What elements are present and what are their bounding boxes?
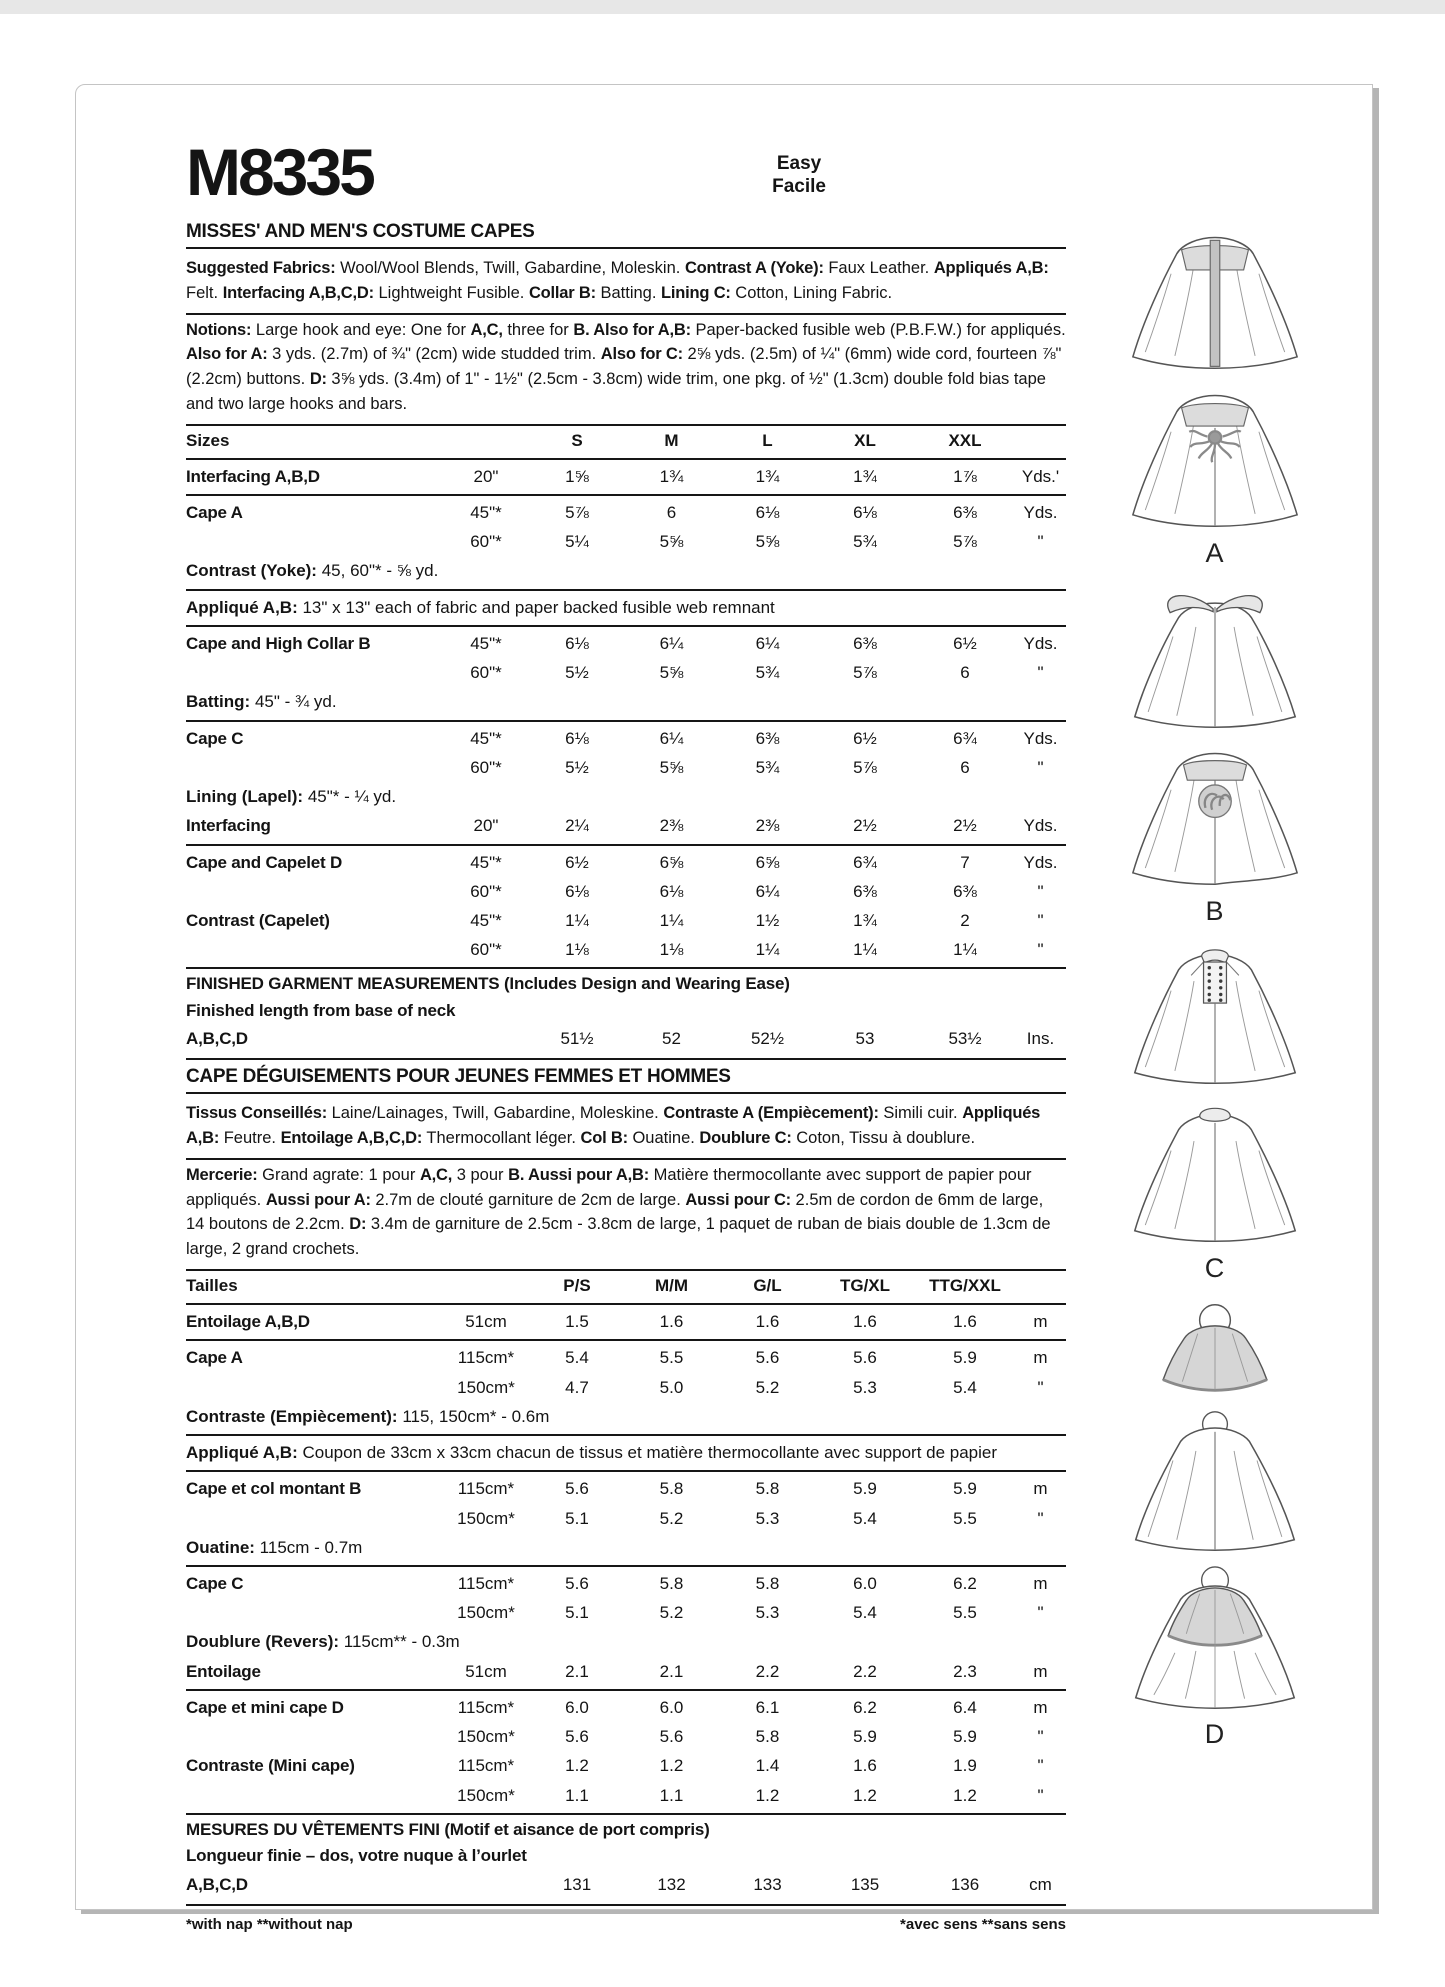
fabric-width: 115cm* [457, 1348, 515, 1368]
yardage-value: 5.9 [853, 1479, 877, 1499]
table-row [186, 935, 1066, 964]
row-label: Cape C [186, 1574, 244, 1594]
table-header-row [186, 426, 1066, 455]
yardage-value: 6⅜ [755, 728, 780, 748]
table-row [186, 1722, 1066, 1751]
pattern-number: M8335 [186, 135, 373, 209]
row-label: Cape and Capelet D [186, 852, 343, 872]
yardage-value: 1.1 [565, 1785, 589, 1805]
table-section-heading: MESURES DU VÊTEMENTS FINI (Motif et aisance de port compris) [186, 1813, 1066, 1843]
row-label: Cape et mini cape D [186, 1697, 344, 1717]
table-row [186, 1504, 1066, 1533]
unit: m [1033, 1574, 1048, 1594]
yardage-value: 5.4 [565, 1348, 589, 1368]
yardage-value: 2.3 [953, 1661, 977, 1681]
yardage-value: 2¼ [565, 816, 589, 836]
unit: " [1037, 911, 1044, 931]
yardage-value: 6.2 [853, 1697, 877, 1717]
cape-b-high-collar-illustration [1104, 584, 1326, 732]
table-note: Batting: 45" - ¾ yd. [186, 692, 337, 712]
yardage-value: 6⅜ [853, 881, 877, 901]
unit: " [1037, 663, 1044, 683]
unit: Yds. [1023, 633, 1058, 653]
yardage-value: 5.5 [953, 1508, 977, 1528]
fabric-width: 150cm* [457, 1508, 515, 1528]
yardage-value: 6.0 [565, 1697, 589, 1717]
fabric-width: 115cm* [457, 1479, 515, 1499]
row-label: Entoilage [186, 1661, 261, 1681]
yardage-value: 1.2 [565, 1756, 589, 1776]
table-header-row [186, 1271, 1066, 1300]
yardage-value: 5.6 [565, 1574, 589, 1594]
yardage-value: 133 [753, 1874, 782, 1894]
yardage-value: 5.9 [953, 1348, 977, 1368]
table-row [186, 906, 1066, 935]
view-label-a: A [1205, 538, 1225, 568]
cape-b-back-dragon-illustration [1104, 742, 1326, 890]
button-placket [1204, 962, 1227, 1003]
fabric-width: 150cm* [457, 1727, 515, 1747]
unit: Yds.' [1021, 466, 1060, 486]
tissus-paragraph: Tissus Conseillés: Laine/Lainages, Twill, Gabardine, Moleskine. Contraste A (Empiècement): Simili cuir. Appliqués A,B: Feutre. Entoilage A,B,C,D: Thermocollant léger. Col B: Ouatine. Doublure C: Coton, Tissu à doublure. [186, 1098, 1066, 1160]
yardage-value: 5½ [565, 757, 589, 777]
row-label: Interfacing [186, 816, 271, 836]
table-row [186, 1781, 1066, 1810]
fabric-width: 20" [473, 466, 499, 486]
size-column-header: L [762, 430, 773, 450]
yardage-value: 6¾ [953, 728, 977, 748]
yardage-value: 1.6 [853, 1756, 877, 1776]
view-label-c: C [1204, 1253, 1226, 1284]
yardage-value: 1.1 [659, 1785, 684, 1805]
unit: " [1037, 757, 1044, 777]
table-row [186, 494, 1066, 527]
cape-a-front-illustration [1104, 226, 1326, 374]
yardage-value: 5.6 [659, 1727, 684, 1747]
yardage-value: 135 [850, 1874, 880, 1894]
row-label: Cape et col montant B [186, 1479, 362, 1499]
yardage-value: 2.2 [853, 1661, 877, 1681]
fabric-width: 45"* [470, 911, 502, 931]
unit: m [1033, 1697, 1048, 1717]
yardage-value: 1¾ [755, 466, 780, 486]
row-label: A,B,C,D [186, 1874, 248, 1894]
unit: " [1037, 881, 1044, 901]
cape-c-back-illustration [1104, 1099, 1326, 1247]
yardage-value: 4.7 [565, 1377, 589, 1397]
yardage-value: 53½ [948, 1029, 982, 1049]
yardage-value: 52½ [750, 1029, 785, 1049]
yardage-value: 1.9 [953, 1756, 977, 1776]
size-column-header: P/S [563, 1275, 591, 1295]
view-label-b: B [1205, 895, 1225, 926]
yardage-value: 6.0 [853, 1574, 877, 1594]
yardage-value: 5.4 [853, 1508, 877, 1528]
fabric-width: 45"* [470, 633, 502, 653]
yardage-value: 6¼ [755, 881, 780, 901]
fabric-width: 51cm [465, 1312, 507, 1332]
table-row [186, 625, 1066, 658]
table-note: Lining (Lapel): 45"* - ¼ yd. [186, 787, 397, 807]
fabric-width: 60"* [470, 532, 502, 552]
yardage-value: 6.2 [953, 1574, 977, 1594]
yardage-value: 1.2 [853, 1785, 877, 1805]
table-note: Contraste (Empiècement): 115, 150cm* - 0.6m [186, 1406, 550, 1426]
yardage-value: 5.3 [755, 1508, 780, 1528]
row-label: Contrast (Capelet) [186, 911, 330, 931]
fabric-width: 60"* [470, 663, 502, 683]
unit: Yds. [1023, 816, 1058, 836]
table-note: Appliqué A,B: Coupon de 33cm x 33cm chacun de tissus et matière thermocollante avec support de papier [186, 1434, 1066, 1467]
yardage-value: 51½ [560, 1029, 594, 1049]
table-row [186, 1339, 1066, 1372]
yardage-value: 5.6 [755, 1348, 780, 1368]
table-section-heading: FINISHED GARMENT MEASUREMENTS (Includes Design and Wearing Ease) [186, 967, 1066, 997]
yardage-value: 1⅝ [565, 466, 589, 486]
yardage-value: 2⅜ [755, 816, 780, 836]
yardage-value: 1½ [755, 911, 780, 931]
unit: m [1033, 1312, 1048, 1332]
row-label: Cape A [186, 1348, 243, 1368]
yardage-value: 6½ [853, 728, 877, 748]
yardage-value: 2 [960, 911, 970, 931]
row-label: Entoilage A,B,D [186, 1312, 310, 1332]
yardage-value: 5⅞ [853, 757, 877, 777]
yardage-value: 5.8 [755, 1479, 780, 1499]
yardage-value: 132 [657, 1874, 686, 1894]
yardage-value: 1⅛ [659, 940, 684, 960]
fabric-width: 60"* [470, 757, 502, 777]
yardage-value: 131 [562, 1874, 592, 1894]
yardage-value: 2⅜ [659, 816, 684, 836]
pattern-envelope-back-page [75, 84, 1373, 1933]
view-label-d: D [1204, 1719, 1226, 1750]
unit: " [1037, 1508, 1044, 1528]
unit: m [1033, 1661, 1048, 1681]
size-column-header: S [571, 430, 583, 450]
dragon-applique [1199, 785, 1231, 817]
size-column-header: M/M [654, 1275, 689, 1295]
yardage-value: 5⅞ [565, 502, 589, 522]
table-row [186, 1751, 1066, 1780]
yardage-value: 1¼ [853, 940, 877, 960]
unit: m [1033, 1348, 1048, 1368]
yardage-value: 6⅜ [953, 881, 977, 901]
unit: Ins. [1026, 1029, 1055, 1049]
table-row [186, 720, 1066, 753]
unit: " [1037, 1377, 1044, 1397]
yardage-value: 6½ [565, 852, 589, 872]
yardage-value: 53 [855, 1029, 875, 1049]
yardage-value: 1¾ [853, 466, 877, 486]
size-column-header: TG/XL [839, 1275, 891, 1295]
yardage-value: 6 [960, 757, 970, 777]
yardage-value: 2½ [853, 816, 877, 836]
fabric-width: 150cm* [457, 1603, 515, 1623]
yardage-value: 5.2 [755, 1377, 780, 1397]
yardage-value: 5.5 [953, 1603, 977, 1623]
yardage-value: 2.1 [659, 1661, 684, 1681]
yardage-value: 1⅛ [565, 940, 589, 960]
unit: cm [1029, 1874, 1052, 1894]
unit: " [1037, 1603, 1044, 1623]
unit: " [1037, 532, 1044, 552]
unit: " [1037, 1727, 1044, 1747]
english-yardage-table [186, 426, 1066, 1061]
row-label: Cape and High Collar B [186, 633, 371, 653]
yardage-value: 6 [666, 502, 677, 522]
unit: " [1037, 1785, 1044, 1805]
yardage-value: 1.4 [755, 1756, 780, 1776]
table-row [186, 1303, 1066, 1336]
yardage-value: 5.9 [953, 1479, 977, 1499]
yardage-value: 5⅞ [953, 532, 977, 552]
yardage-value: 1⅞ [953, 466, 977, 486]
row-label: Interfacing A,B,D [186, 466, 320, 486]
yardage-value: 5¾ [755, 663, 780, 683]
nap-note-english: *with nap **without nap [186, 1915, 353, 1933]
yardage-value: 6⅛ [659, 881, 684, 901]
yardage-value: 5.6 [565, 1479, 589, 1499]
yardage-value: 5.1 [565, 1603, 589, 1623]
cape-c-front-buttons-illustration [1104, 941, 1326, 1089]
yardage-value: 6½ [953, 633, 977, 653]
row-label: Cape A [186, 502, 243, 522]
yardage-value: 5.4 [953, 1377, 977, 1397]
yardage-value: 6 [960, 663, 970, 683]
yardage-value: 5.4 [853, 1603, 877, 1623]
yardage-value: 1.6 [659, 1312, 684, 1332]
yardage-value: 6⅜ [953, 502, 977, 522]
yardage-value: 6⅛ [565, 728, 589, 748]
yardage-value: 1.2 [659, 1756, 684, 1776]
row-label: A,B,C,D [186, 1029, 248, 1049]
row-label: Contraste (Mini cape) [186, 1756, 355, 1776]
unit: Yds. [1023, 728, 1058, 748]
yardage-value: 5.2 [659, 1603, 684, 1623]
rounded-collar [1200, 1109, 1231, 1122]
yardage-value: 5¾ [755, 757, 780, 777]
unit: " [1037, 1756, 1044, 1776]
yardage-value: 5⅝ [659, 663, 684, 683]
yardage-value: 2.2 [755, 1661, 780, 1681]
main-text-column [186, 125, 1066, 1933]
yardage-value: 6⅜ [853, 633, 877, 653]
difficulty-badge [772, 153, 826, 199]
fabric-width: 51cm [465, 1661, 507, 1681]
nap-note-french: *avec sens **sans sens [900, 1915, 1066, 1933]
yardage-value: 5.6 [853, 1348, 877, 1368]
table-row [186, 1657, 1066, 1686]
yardage-value: 6.4 [953, 1697, 977, 1717]
yardage-value: 6¼ [659, 728, 684, 748]
fabric-width: 45"* [470, 728, 502, 748]
yardage-value: 5¼ [565, 532, 589, 552]
yardage-value: 6¼ [755, 633, 780, 653]
fabric-width: 115cm* [457, 1574, 515, 1594]
yardage-value: 1¼ [953, 940, 977, 960]
size-column-header: G/L [753, 1275, 782, 1295]
yardage-value: 1.6 [755, 1312, 780, 1332]
yardage-value: 5.8 [659, 1479, 684, 1499]
yardage-value: 5.2 [659, 1508, 684, 1528]
size-column-header: XL [854, 430, 876, 450]
yardage-value: 6¼ [659, 633, 684, 653]
yardage-value: 5.8 [755, 1574, 780, 1594]
fabric-width: 45"* [470, 852, 502, 872]
french-title: CAPE DÉGUISEMENTS POUR JEUNES FEMMES ET HOMMES [186, 1066, 1066, 1094]
yardage-value: 1.5 [565, 1312, 589, 1332]
yardage-value: 5½ [565, 663, 589, 683]
table-row [186, 658, 1066, 687]
table-row [186, 1689, 1066, 1722]
table-row [186, 811, 1066, 840]
table-row [186, 753, 1066, 782]
yardage-value: 1.6 [853, 1312, 877, 1332]
yardage-value: 5⅝ [659, 757, 684, 777]
suggested-fabrics-paragraph: Suggested Fabrics: Wool/Wool Blends, Twill, Gabardine, Moleskin. Contrast A (Yoke): Faux Leather. Appliqués A,B: Felt. Interfacing A,B,C,D: Lightweight Fusible. Collar B: Batting. Lining C: Cotton, Lining Fabric. [186, 253, 1066, 315]
yardage-value: 6.1 [755, 1697, 780, 1717]
yardage-value: 1.2 [953, 1785, 977, 1805]
notions-paragraph: Notions: Large hook and eye: One for A,C, three for B. Also for A,B: Paper-backed fusible web (P.B.F.W.) for appliqués. Also for A: 3 yds. (2.7m) of ¾" (2cm) wide studded trim. Also for C: 2⅝ yds. (2.5m) of ¼" (6mm) wide cord, fourteen ⅞" (2.2cm) buttons. D: 3⅝ yds. (3.4m) of 1" - 1½" (2.5cm - 3.8cm) wide trim, one pkg. of ½" (1.3cm) double fold bias tape and two large hooks and bars. [186, 315, 1066, 426]
size-column-header: TTG/XXL [929, 1275, 1001, 1295]
yardage-value: 5.8 [659, 1574, 684, 1594]
fabric-width: 150cm* [457, 1377, 515, 1397]
yardage-value: 6¾ [853, 852, 877, 872]
page-header [186, 125, 1066, 215]
difficulty-english: Easy [776, 153, 822, 174]
yardage-value: 1¾ [659, 466, 684, 486]
yardage-value: 6⅝ [659, 852, 684, 872]
cape-views-column [1084, 125, 1346, 1760]
yardage-value: 1¼ [755, 940, 780, 960]
table-section-heading: Finished length from base of neck [186, 1000, 456, 1020]
table-row [186, 1870, 1066, 1899]
table-row [186, 844, 1066, 877]
yardage-value: 2.1 [565, 1661, 589, 1681]
table-row [186, 527, 1066, 556]
yardage-value: 1¼ [565, 911, 589, 931]
yardage-value: 1¼ [659, 911, 684, 931]
size-column-header: XXL [948, 430, 982, 450]
size-header-label: Tailles [186, 1275, 238, 1295]
table-row [186, 1024, 1066, 1053]
fabric-width: 115cm* [457, 1697, 515, 1717]
table-note: Appliqué A,B: 13" x 13" each of fabric and paper backed fusible web remnant [186, 589, 1066, 622]
yardage-value: 52 [662, 1029, 681, 1049]
yardage-value: 5⅝ [755, 532, 780, 552]
row-label: Cape C [186, 728, 244, 748]
yardage-value: 5⅞ [853, 663, 877, 683]
fabric-width: 60"* [470, 881, 502, 901]
cape-d-long-cape-illustration [1104, 1407, 1326, 1555]
table-row [186, 458, 1066, 491]
table-note: Ouatine: 115cm - 0.7m [186, 1537, 363, 1557]
yardage-value: 5⅝ [659, 532, 684, 552]
yardage-value: 6⅛ [853, 502, 877, 522]
yardage-value: 5.0 [659, 1377, 684, 1397]
yardage-value: 5.5 [659, 1348, 684, 1368]
english-title: MISSES' AND MEN'S COSTUME CAPES [186, 221, 1066, 249]
table-note: Contrast (Yoke): 45, 60"* - ⅝ yd. [186, 561, 439, 581]
table-row [186, 1373, 1066, 1402]
nap-footnotes [186, 1910, 1084, 1933]
cape-a-back-kraken-illustration [1104, 384, 1326, 532]
yardage-value: 5.9 [953, 1727, 977, 1747]
fabric-width: 45"* [470, 502, 502, 522]
yardage-value: 7 [960, 852, 970, 872]
yardage-value: 5.6 [565, 1727, 589, 1747]
yardage-value: 6.0 [659, 1697, 684, 1717]
fabric-width: 150cm* [457, 1785, 515, 1805]
yardage-value: 5.3 [853, 1377, 877, 1397]
yardage-value: 136 [950, 1874, 980, 1894]
difficulty-french: Facile [772, 175, 826, 197]
table-row [186, 1470, 1066, 1503]
yardage-value: 5.8 [755, 1727, 780, 1747]
unit: " [1037, 940, 1044, 960]
yardage-value: 1.6 [953, 1312, 977, 1332]
table-note: Doublure (Revers): 115cm** - 0.3m [186, 1632, 460, 1652]
table-row [186, 877, 1066, 906]
fabric-width: 115cm* [457, 1756, 515, 1776]
mercerie-paragraph: Mercerie: Grand agrate: 1 pour A,C, 3 pour B. Aussi pour A,B: Matière thermocollante avec support de papier pour appliqués. Aussi pour A: 2.7m de clouté garniture de 2cm de large. Aussi pour C: 2.5m de cordon de 6mm de large, 14 boutons de 2.2cm. D: 3.4m de garniture de 2.5cm - 3.8cm de large, 1 paquet de ruban de biais double de 1.3cm de large, 2 grand crochets. [186, 1160, 1066, 1271]
yardage-value: 6⅛ [565, 881, 589, 901]
yardage-value: 1¾ [853, 911, 877, 931]
french-metrage-table [186, 1271, 1066, 1906]
unit: m [1033, 1479, 1048, 1499]
scanner-edge-strip [0, 0, 1445, 14]
yardage-value: 5.3 [755, 1603, 780, 1623]
yardage-value: 6⅛ [755, 502, 780, 522]
fabric-width: 20" [473, 816, 499, 836]
table-section-heading: Longueur finie – dos, votre nuque à l’ourlet [186, 1846, 527, 1866]
yardage-value: 5¾ [853, 532, 877, 552]
yardage-value: 6⅝ [755, 852, 780, 872]
yardage-value: 6⅛ [565, 633, 589, 653]
table-row [186, 1565, 1066, 1598]
yardage-value: 5.1 [565, 1508, 589, 1528]
unit: Yds. [1023, 502, 1058, 522]
size-header-label: Sizes [186, 430, 230, 450]
unit: Yds. [1023, 852, 1058, 872]
cape-d-cape-with-capelet-illustration [1104, 1565, 1326, 1713]
size-column-header: M [664, 430, 679, 450]
table-row [186, 1598, 1066, 1627]
cape-d-hooded-capelet-illustration [1104, 1299, 1326, 1397]
yardage-value: 2½ [953, 816, 977, 836]
yardage-value: 5.9 [853, 1727, 877, 1747]
yardage-value: 1.2 [755, 1785, 780, 1805]
fabric-width: 60"* [470, 940, 502, 960]
